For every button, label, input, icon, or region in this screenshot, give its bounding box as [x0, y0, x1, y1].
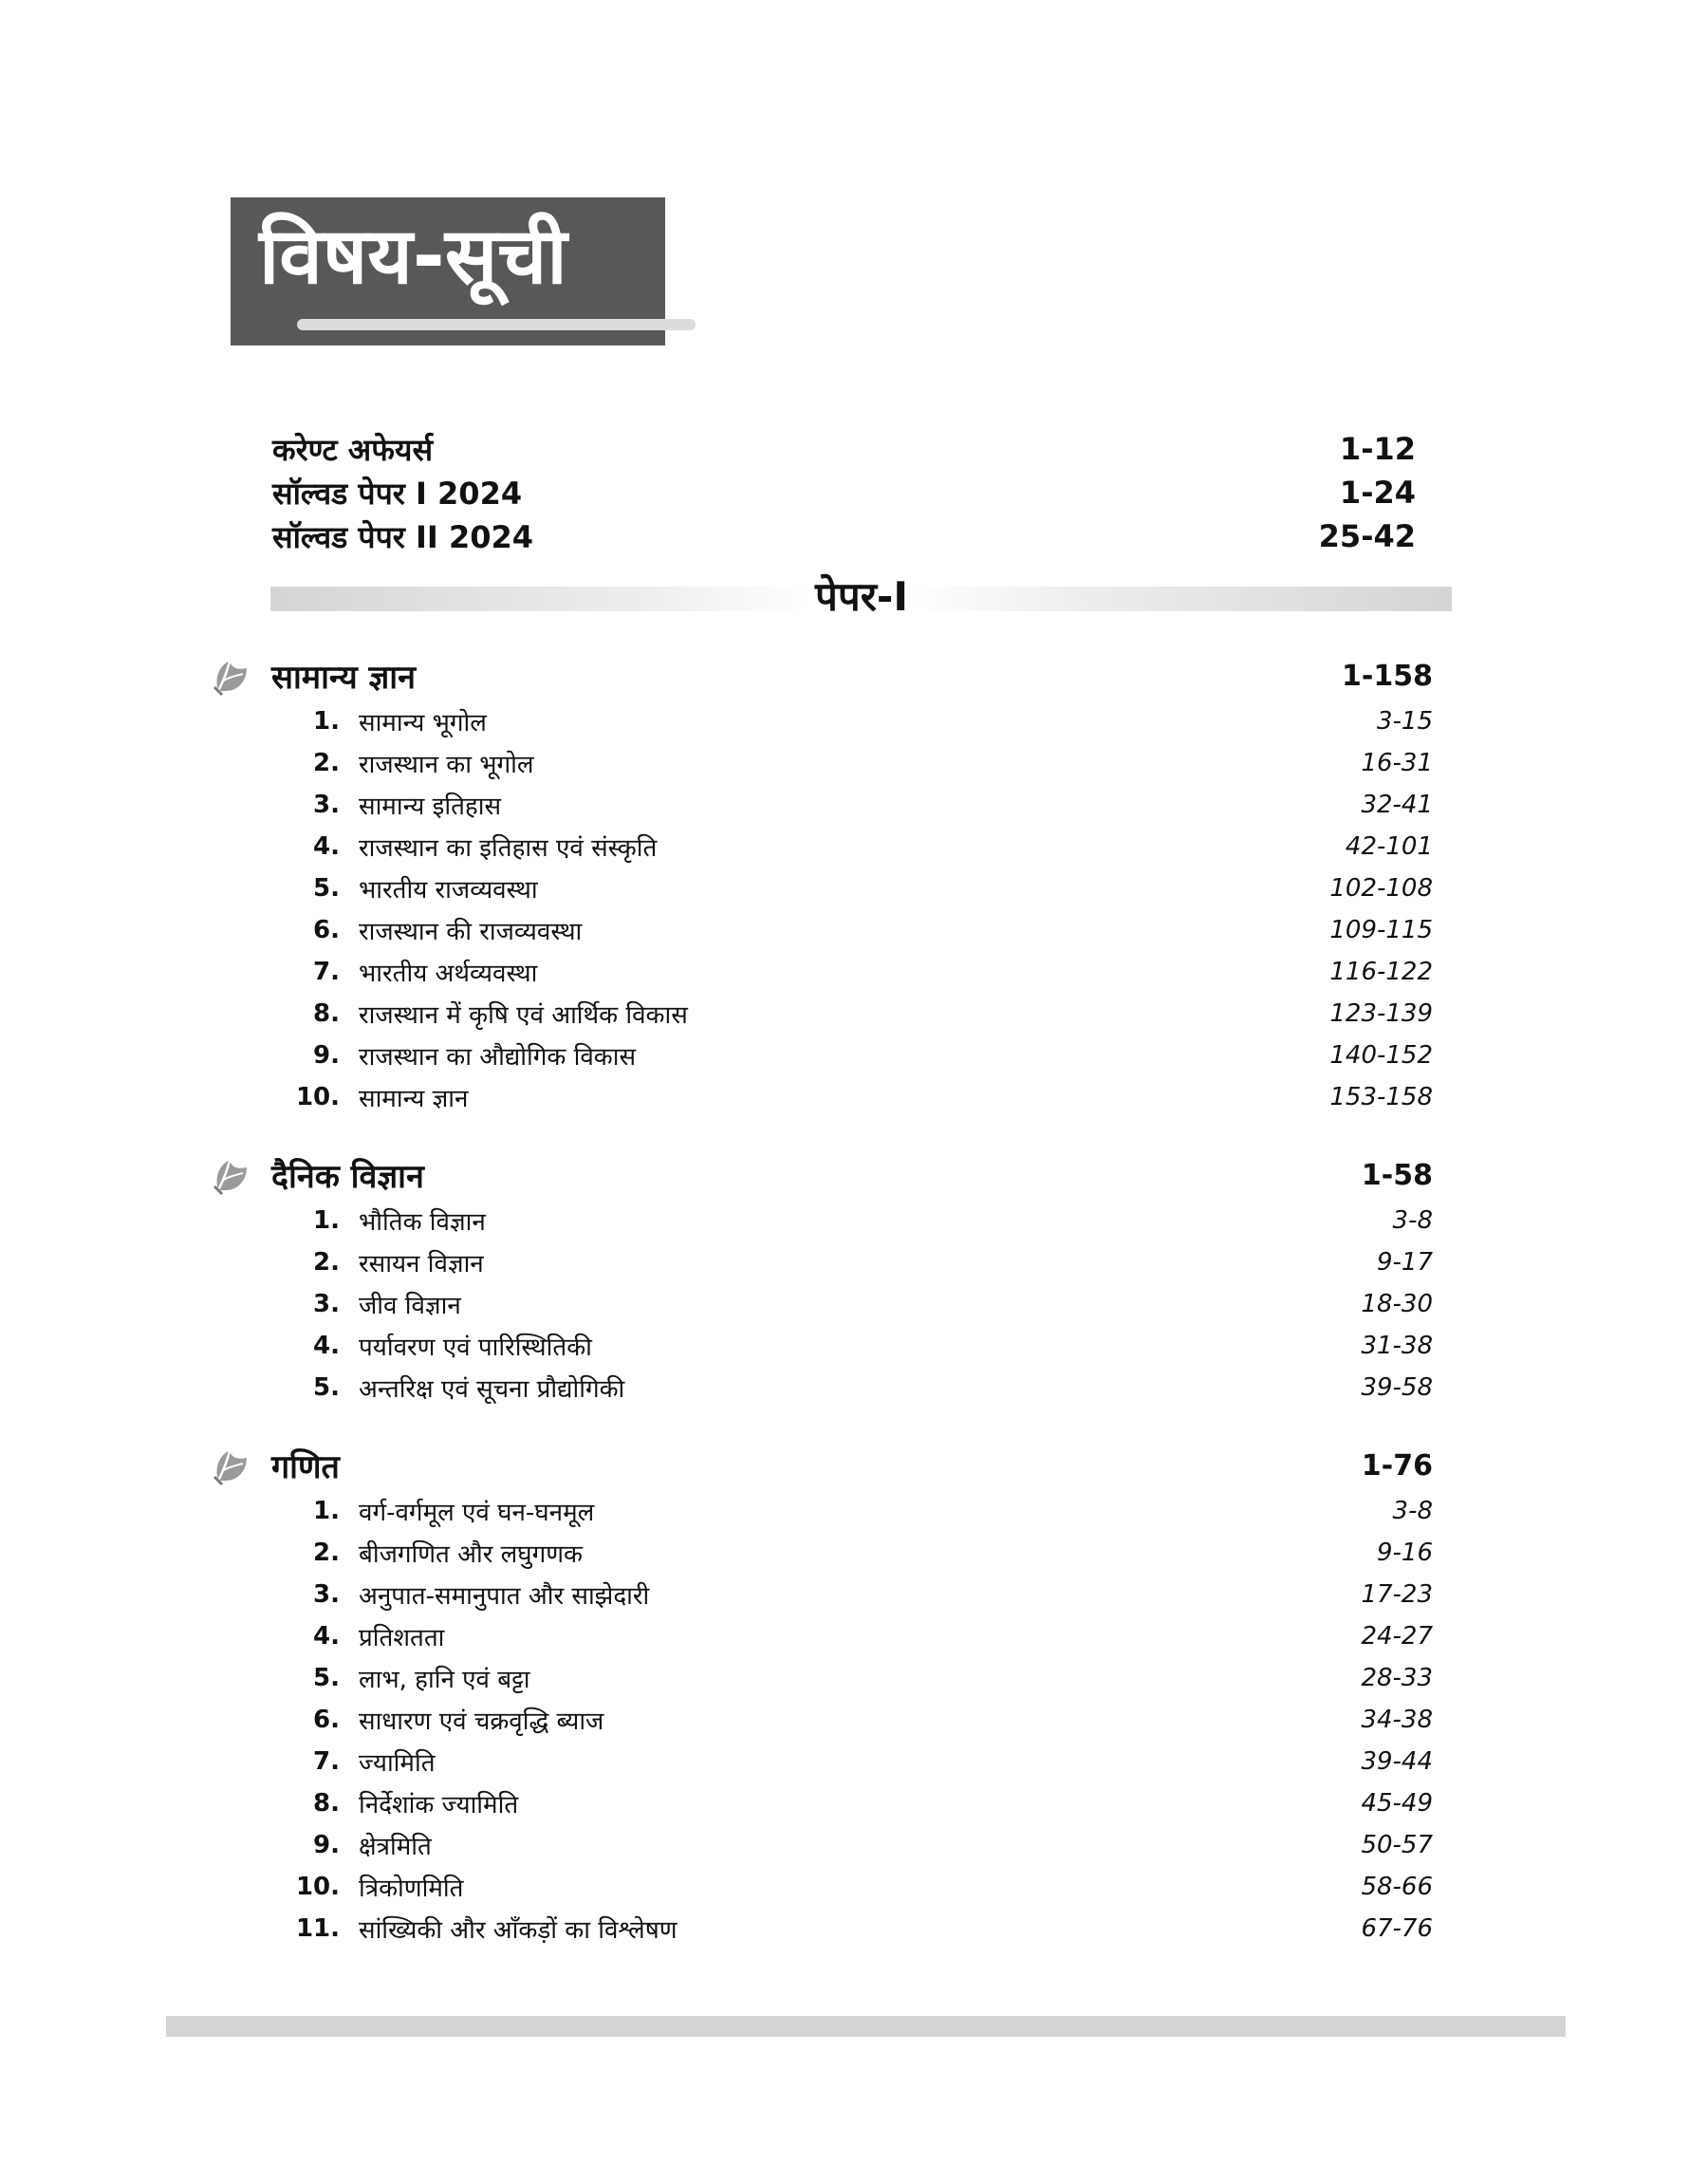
item-number: 10. [295, 1083, 340, 1111]
item-range: 67-76 [1361, 1914, 1433, 1943]
toc-item[interactable] [285, 1367, 1433, 1409]
item-label: रसायन विज्ञान [359, 1250, 484, 1278]
toc-item[interactable] [285, 1824, 1433, 1866]
item-range: 39-58 [1361, 1373, 1433, 1402]
toc-item[interactable] [285, 1283, 1433, 1325]
item-range: 3-8 [1392, 1206, 1433, 1235]
item-range: 50-57 [1361, 1831, 1433, 1859]
item-range: 9-16 [1376, 1539, 1433, 1567]
section-items [285, 1490, 1433, 1950]
item-number: 4. [313, 1622, 340, 1651]
toc-item[interactable] [285, 993, 1433, 1035]
item-range: 31-38 [1361, 1332, 1433, 1360]
item-number: 9. [313, 1831, 340, 1859]
section-title: सामान्य ज्ञान [271, 659, 416, 697]
item-number: 7. [313, 958, 340, 986]
section-title: गणित [271, 1448, 340, 1486]
item-number: 6. [313, 916, 340, 944]
item-label: अनुपात-समानुपात और साझेदारी [359, 1582, 650, 1611]
toc-item[interactable] [285, 1241, 1433, 1283]
toc-section [209, 653, 1433, 1118]
toc-item[interactable] [285, 826, 1433, 868]
item-number: 3. [313, 1290, 340, 1318]
toc-item[interactable] [285, 784, 1433, 826]
toc-item[interactable] [285, 1325, 1433, 1367]
item-label: पर्यावरण एवं पारिस्थितिकी [359, 1334, 592, 1362]
item-range: 153-158 [1329, 1083, 1433, 1111]
item-number: 5. [313, 1664, 340, 1692]
toc-section [209, 1152, 1433, 1409]
item-range: 116-122 [1329, 958, 1433, 986]
item-range: 24-27 [1361, 1622, 1433, 1651]
item-number: 1. [313, 1206, 340, 1235]
toc-item[interactable] [285, 1741, 1433, 1782]
item-range: 109-115 [1329, 916, 1433, 944]
item-label: राजस्थान की राजव्यवस्था [359, 918, 583, 946]
section-range: 1-76 [1361, 1448, 1433, 1483]
item-number: 3. [313, 791, 340, 819]
item-label: सामान्य इतिहास [359, 793, 502, 821]
item-label: त्रिकोणमिति [359, 1875, 464, 1903]
toc-item[interactable] [285, 1532, 1433, 1574]
item-number: 1. [313, 707, 340, 736]
page-title: विषय-सूची [259, 212, 567, 302]
toc-item[interactable] [285, 868, 1433, 909]
section-items [285, 700, 1433, 1118]
item-label: लाभ, हानि एवं बट्टा [359, 1666, 530, 1694]
toc-item[interactable] [285, 1035, 1433, 1076]
item-label: राजस्थान में कृषि एवं आर्थिक विकास [359, 1001, 688, 1030]
item-number: 5. [313, 874, 340, 903]
item-label: जीव विज्ञान [359, 1292, 461, 1320]
item-label: भारतीय राजव्यवस्था [359, 876, 538, 905]
toc-item[interactable] [285, 1615, 1433, 1657]
toc-item[interactable] [285, 1699, 1433, 1741]
item-range: 34-38 [1361, 1706, 1433, 1734]
item-label: वर्ग-वर्गमूल एवं घन-घनमूल [359, 1499, 595, 1527]
leaf-icon [209, 1443, 254, 1488]
item-number: 5. [313, 1373, 340, 1402]
toc-item[interactable] [285, 1490, 1433, 1532]
footer-bar [166, 2016, 1566, 2037]
leaf-icon [209, 1152, 254, 1198]
item-range: 32-41 [1361, 791, 1433, 819]
item-range: 39-44 [1361, 1747, 1433, 1776]
item-range: 42-101 [1345, 832, 1433, 861]
item-range: 9-17 [1376, 1248, 1433, 1277]
top-entry-label: सॉल्वड पेपर II 2024 [272, 518, 534, 555]
item-range: 102-108 [1329, 874, 1433, 903]
section-title: दैनिक विज्ञान [271, 1158, 424, 1196]
item-label: सामान्य ज्ञान [359, 1085, 469, 1113]
item-range: 16-31 [1361, 749, 1433, 777]
item-number: 9. [313, 1041, 340, 1070]
section-range: 1-58 [1361, 1158, 1433, 1192]
item-label: भारतीय अर्थव्यवस्था [359, 960, 538, 988]
toc-item[interactable] [285, 909, 1433, 951]
top-entry[interactable] [272, 514, 1416, 558]
item-number: 4. [313, 832, 340, 861]
toc-item[interactable] [285, 1908, 1433, 1950]
section-range: 1-158 [1342, 659, 1433, 693]
toc-item[interactable] [285, 1782, 1433, 1824]
item-label: ज्यामिति [359, 1749, 436, 1778]
section-items [285, 1200, 1433, 1409]
item-number: 1. [313, 1497, 340, 1525]
top-entry-range: 1-24 [1339, 475, 1416, 511]
item-number: 3. [313, 1580, 340, 1609]
title-underline [297, 319, 696, 330]
top-entry-label: सॉल्वड पेपर I 2024 [272, 475, 523, 512]
item-label: सांख्यिकी और आँकड़ों का विश्लेषण [359, 1916, 678, 1945]
item-number: 2. [313, 1248, 340, 1277]
item-label: क्षेत्रमिति [359, 1833, 432, 1861]
item-number: 4. [313, 1332, 340, 1360]
toc-item[interactable] [285, 742, 1433, 784]
paper-heading: पेपर-I [815, 573, 908, 620]
item-number: 11. [295, 1914, 340, 1943]
toc-item[interactable] [285, 1657, 1433, 1699]
item-range: 3-15 [1376, 707, 1433, 736]
item-number: 2. [313, 1539, 340, 1567]
item-number: 8. [313, 1789, 340, 1818]
item-label: सामान्य भूगोल [359, 709, 487, 737]
item-label: निर्देशांक ज्यामिति [359, 1791, 519, 1819]
item-range: 58-66 [1361, 1873, 1433, 1901]
item-range: 140-152 [1329, 1041, 1433, 1070]
section-heading[interactable] [209, 1152, 1433, 1198]
top-entry-range: 1-12 [1339, 431, 1416, 467]
item-label: राजस्थान का भूगोल [359, 751, 534, 779]
section-heading[interactable] [209, 1443, 1433, 1488]
item-label: बीजगणित और लघुगणक [359, 1540, 584, 1569]
item-range: 28-33 [1361, 1664, 1433, 1692]
toc-item[interactable] [285, 1866, 1433, 1908]
item-number: 7. [313, 1747, 340, 1776]
toc-item[interactable] [285, 1200, 1433, 1241]
toc-item[interactable] [285, 1076, 1433, 1118]
item-label: भौतिक विज्ञान [359, 1208, 486, 1237]
item-label: राजस्थान का औद्योगिक विकास [359, 1043, 637, 1072]
top-entries [272, 427, 1416, 558]
item-number: 6. [313, 1706, 340, 1734]
toc-item[interactable] [285, 1574, 1433, 1615]
item-label: राजस्थान का इतिहास एवं संस्कृति [359, 834, 658, 863]
toc-item[interactable] [285, 700, 1433, 742]
section-heading[interactable] [209, 653, 1433, 699]
item-label: अन्तरिक्ष एवं सूचना प्रौद्योगिकी [359, 1375, 625, 1404]
leaf-icon [209, 653, 254, 699]
item-range: 123-139 [1329, 999, 1433, 1028]
top-entry[interactable] [272, 427, 1416, 471]
item-range: 17-23 [1361, 1580, 1433, 1609]
item-range: 18-30 [1361, 1290, 1433, 1318]
item-number: 8. [313, 999, 340, 1028]
top-entry[interactable] [272, 471, 1416, 514]
toc-section [209, 1443, 1433, 1950]
item-number: 10. [295, 1873, 340, 1901]
toc-item[interactable] [285, 951, 1433, 993]
item-label: प्रतिशतता [359, 1624, 445, 1652]
top-entry-label: करेण्ट अफेयर्स [272, 431, 434, 468]
item-range: 45-49 [1361, 1789, 1433, 1818]
top-entry-range: 25-42 [1318, 518, 1416, 554]
item-number: 2. [313, 749, 340, 777]
item-range: 3-8 [1392, 1497, 1433, 1525]
item-label: साधारण एवं चक्रवृद्धि ब्याज [359, 1707, 604, 1736]
